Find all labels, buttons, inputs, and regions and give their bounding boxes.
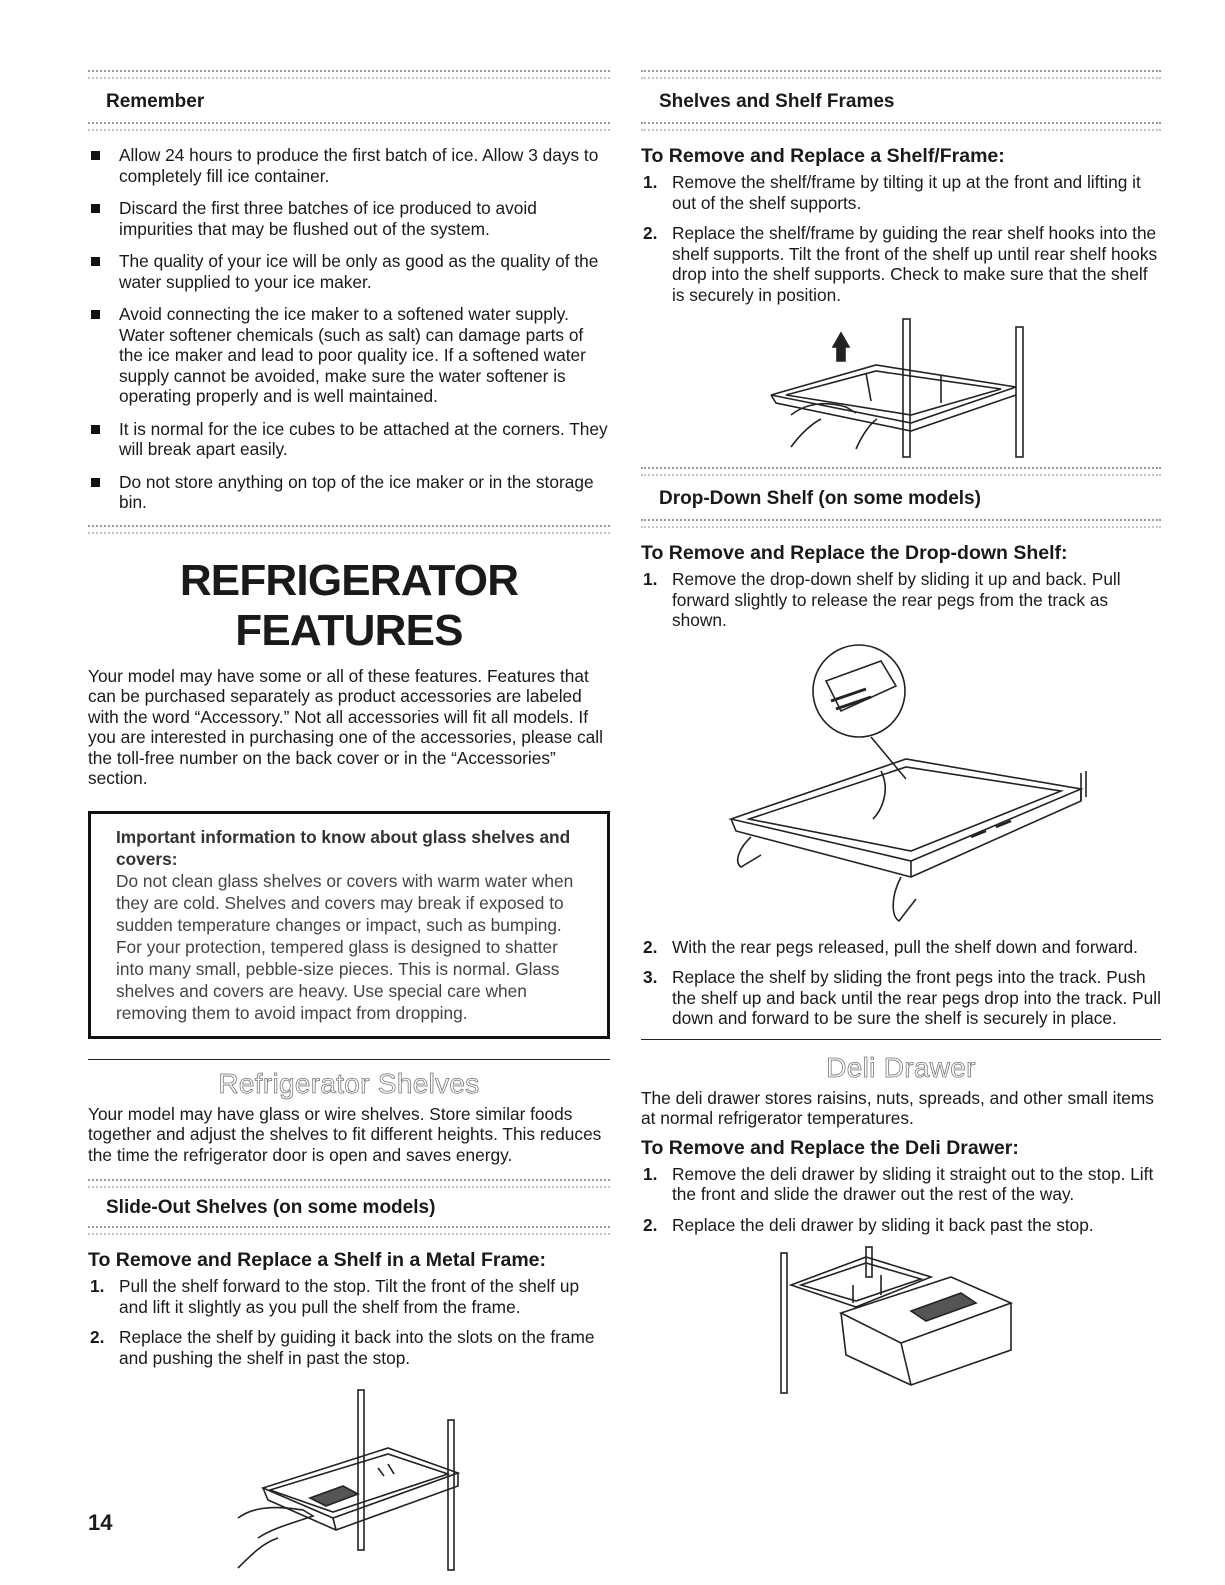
deli-subheading: To Remove and Replace the Deli Drawer:: [641, 1136, 1019, 1159]
shelf-frames-section: [641, 70, 1161, 305]
list-item: Do not store anything on top of the ice maker or in the storage bin.: [88, 472, 610, 513]
dotted-rule: [641, 519, 1161, 528]
drop-down-subheading: To Remove and Replace the Drop-down Shelf:: [641, 542, 1068, 564]
dotted-rule: [88, 70, 610, 79]
bullet-square-icon: [91, 310, 100, 319]
dotted-rule: [88, 122, 610, 131]
bullet-square-icon: [91, 425, 100, 434]
left-column: [88, 70, 610, 1578]
list-item: 2. Replace the shelf/frame by guiding the rear shelf hooks into the shelf supports. Tilt the front of the shelf up until rear shelf hooks drop into the shelf supports. Check to make sure that the shelf is securely in position.: [643, 223, 1158, 305]
drop-down-section: [641, 467, 1161, 631]
list-item: It is normal for the ice cubes to be attached at the corners. They will break apart easily.: [88, 419, 610, 460]
glass-warning-box: [88, 811, 610, 1039]
shelf-frame-illustration: [641, 315, 1161, 463]
shelf-frames-subheading: To Remove and Replace a Shelf/Frame:: [641, 145, 1005, 167]
deli-steps: [641, 1164, 1161, 1236]
page-number: 14: [88, 1510, 113, 1535]
bullet-square-icon: [91, 204, 100, 213]
shelves-intro: Your model may have glass or wire shelves. Store similar foods together and adjust the shelves to fit different heights. This reduces the time the refrigerator door is open and saves energy.: [88, 1103, 602, 1165]
bullet-square-icon: [91, 478, 100, 487]
list-item: 1. Remove the deli drawer by sliding it straight out to the stop. Lift the front and slide the drawer out the rest of the way.: [643, 1163, 1154, 1204]
list-item: Discard the first three batches of ice produced to avoid impurities that may be flushed out of the system.: [88, 198, 610, 239]
section-divider: [88, 1059, 610, 1060]
list-item: 1. Pull the shelf forward to the stop. Tilt the front of the shelf up and lift it slightly as you pull the shelf from the frame.: [90, 1276, 580, 1317]
slide-out-shelf-illustration: [88, 1378, 610, 1578]
page-title: REFRIGERATOR FEATURES: [179, 555, 519, 655]
list-item: Allow 24 hours to produce the first batch of ice. Allow 3 days to completely fill ice container.: [88, 145, 610, 186]
drop-down-steps-a: [641, 569, 1161, 631]
slide-out-title: Slide-Out Shelves (on some models): [106, 1197, 436, 1218]
remember-title: Remember: [106, 91, 205, 112]
right-column: [641, 70, 1161, 1405]
remember-list: [88, 145, 610, 513]
slide-out-section: [88, 1179, 610, 1368]
section-divider: [641, 1039, 1161, 1040]
dotted-rule: [641, 70, 1161, 79]
deli-section-title: Deli Drawer: [826, 1051, 976, 1083]
slide-out-subheading: To Remove and Replace a Shelf in a Metal Frame:: [88, 1249, 547, 1271]
features-intro: Your model may have some or all of these features. Features that can be purchased separately as product accessories are labeled with the word “Accessory.” Not all accessories will fit all models. If you are interested in purchasing one of the accessories, please call the toll-free number on the back cover or in the “Accessories” section.: [88, 665, 603, 788]
dotted-rule: [88, 525, 610, 534]
drop-down-title: Drop-Down Shelf (on some models): [659, 488, 981, 509]
dotted-rule: [88, 1179, 610, 1188]
list-item: Avoid connecting the ice maker to a softened water supply. Water softener chemicals (such as salt) can damage parts of the ice maker and lead to poor quality ice. If a softened water supply cannot be avoided, make sure the water softener is operating properly and is well maintained.: [88, 304, 610, 407]
drop-down-shelf-illustration: [641, 641, 1161, 931]
drop-down-steps-b: [641, 937, 1161, 1029]
shelf-frames-steps: [641, 172, 1161, 305]
dotted-rule: [641, 467, 1161, 476]
remember-section: [88, 70, 610, 534]
list-item: 3. Replace the shelf by sliding the front pegs into the track. Push the shelf up and back until the rear pegs drop into the track. Pull down and forward to be sure the shelf is securely in place.: [643, 967, 1161, 1028]
shelf-frames-title: Shelves and Shelf Frames: [659, 91, 895, 112]
list-item: 2. Replace the shelf by guiding it back into the slots on the frame and pushing the shelf in past the stop.: [90, 1327, 595, 1368]
dotted-rule: [641, 122, 1161, 131]
list-item: 2. Replace the deli drawer by sliding it back past the stop.: [643, 1214, 1094, 1235]
deli-intro: The deli drawer stores raisins, nuts, spreads, and other small items at normal refrigerator temperatures.: [641, 1087, 1154, 1128]
shelves-section-title: Refrigerator Shelves: [218, 1067, 480, 1099]
bullet-square-icon: [91, 151, 100, 160]
deli-drawer-illustration: [641, 1245, 1161, 1405]
list-item: 1. Remove the drop-down shelf by sliding it up and back. Pull forward slightly to release the rear pegs from the track as shown.: [643, 569, 1121, 630]
list-item: The quality of your ice will be only as good as the quality of the water supplied to your ice maker.: [88, 251, 610, 292]
warning-heading: Important information to know about glass shelves and covers:: [116, 826, 571, 869]
dotted-rule: [88, 1226, 610, 1235]
list-item: 1. Remove the shelf/frame by tilting it up at the front and lifting it out of the shelf supports.: [643, 172, 1141, 213]
bullet-square-icon: [91, 257, 100, 266]
warning-body: Do not clean glass shelves or covers with warm water when they are cold. Shelves and covers may break if exposed to sudden temperature changes or impact, such as bumping. For your protection, tempered glass is designed to shatter into many small, pebble-size pieces. This is normal. Glass shelves and covers are heavy. Use special care when removing them to avoid impact from dropping.: [116, 870, 574, 1023]
slide-out-steps: [88, 1276, 610, 1368]
list-item: 2. With the rear pegs released, pull the shelf down and forward.: [643, 936, 1138, 957]
